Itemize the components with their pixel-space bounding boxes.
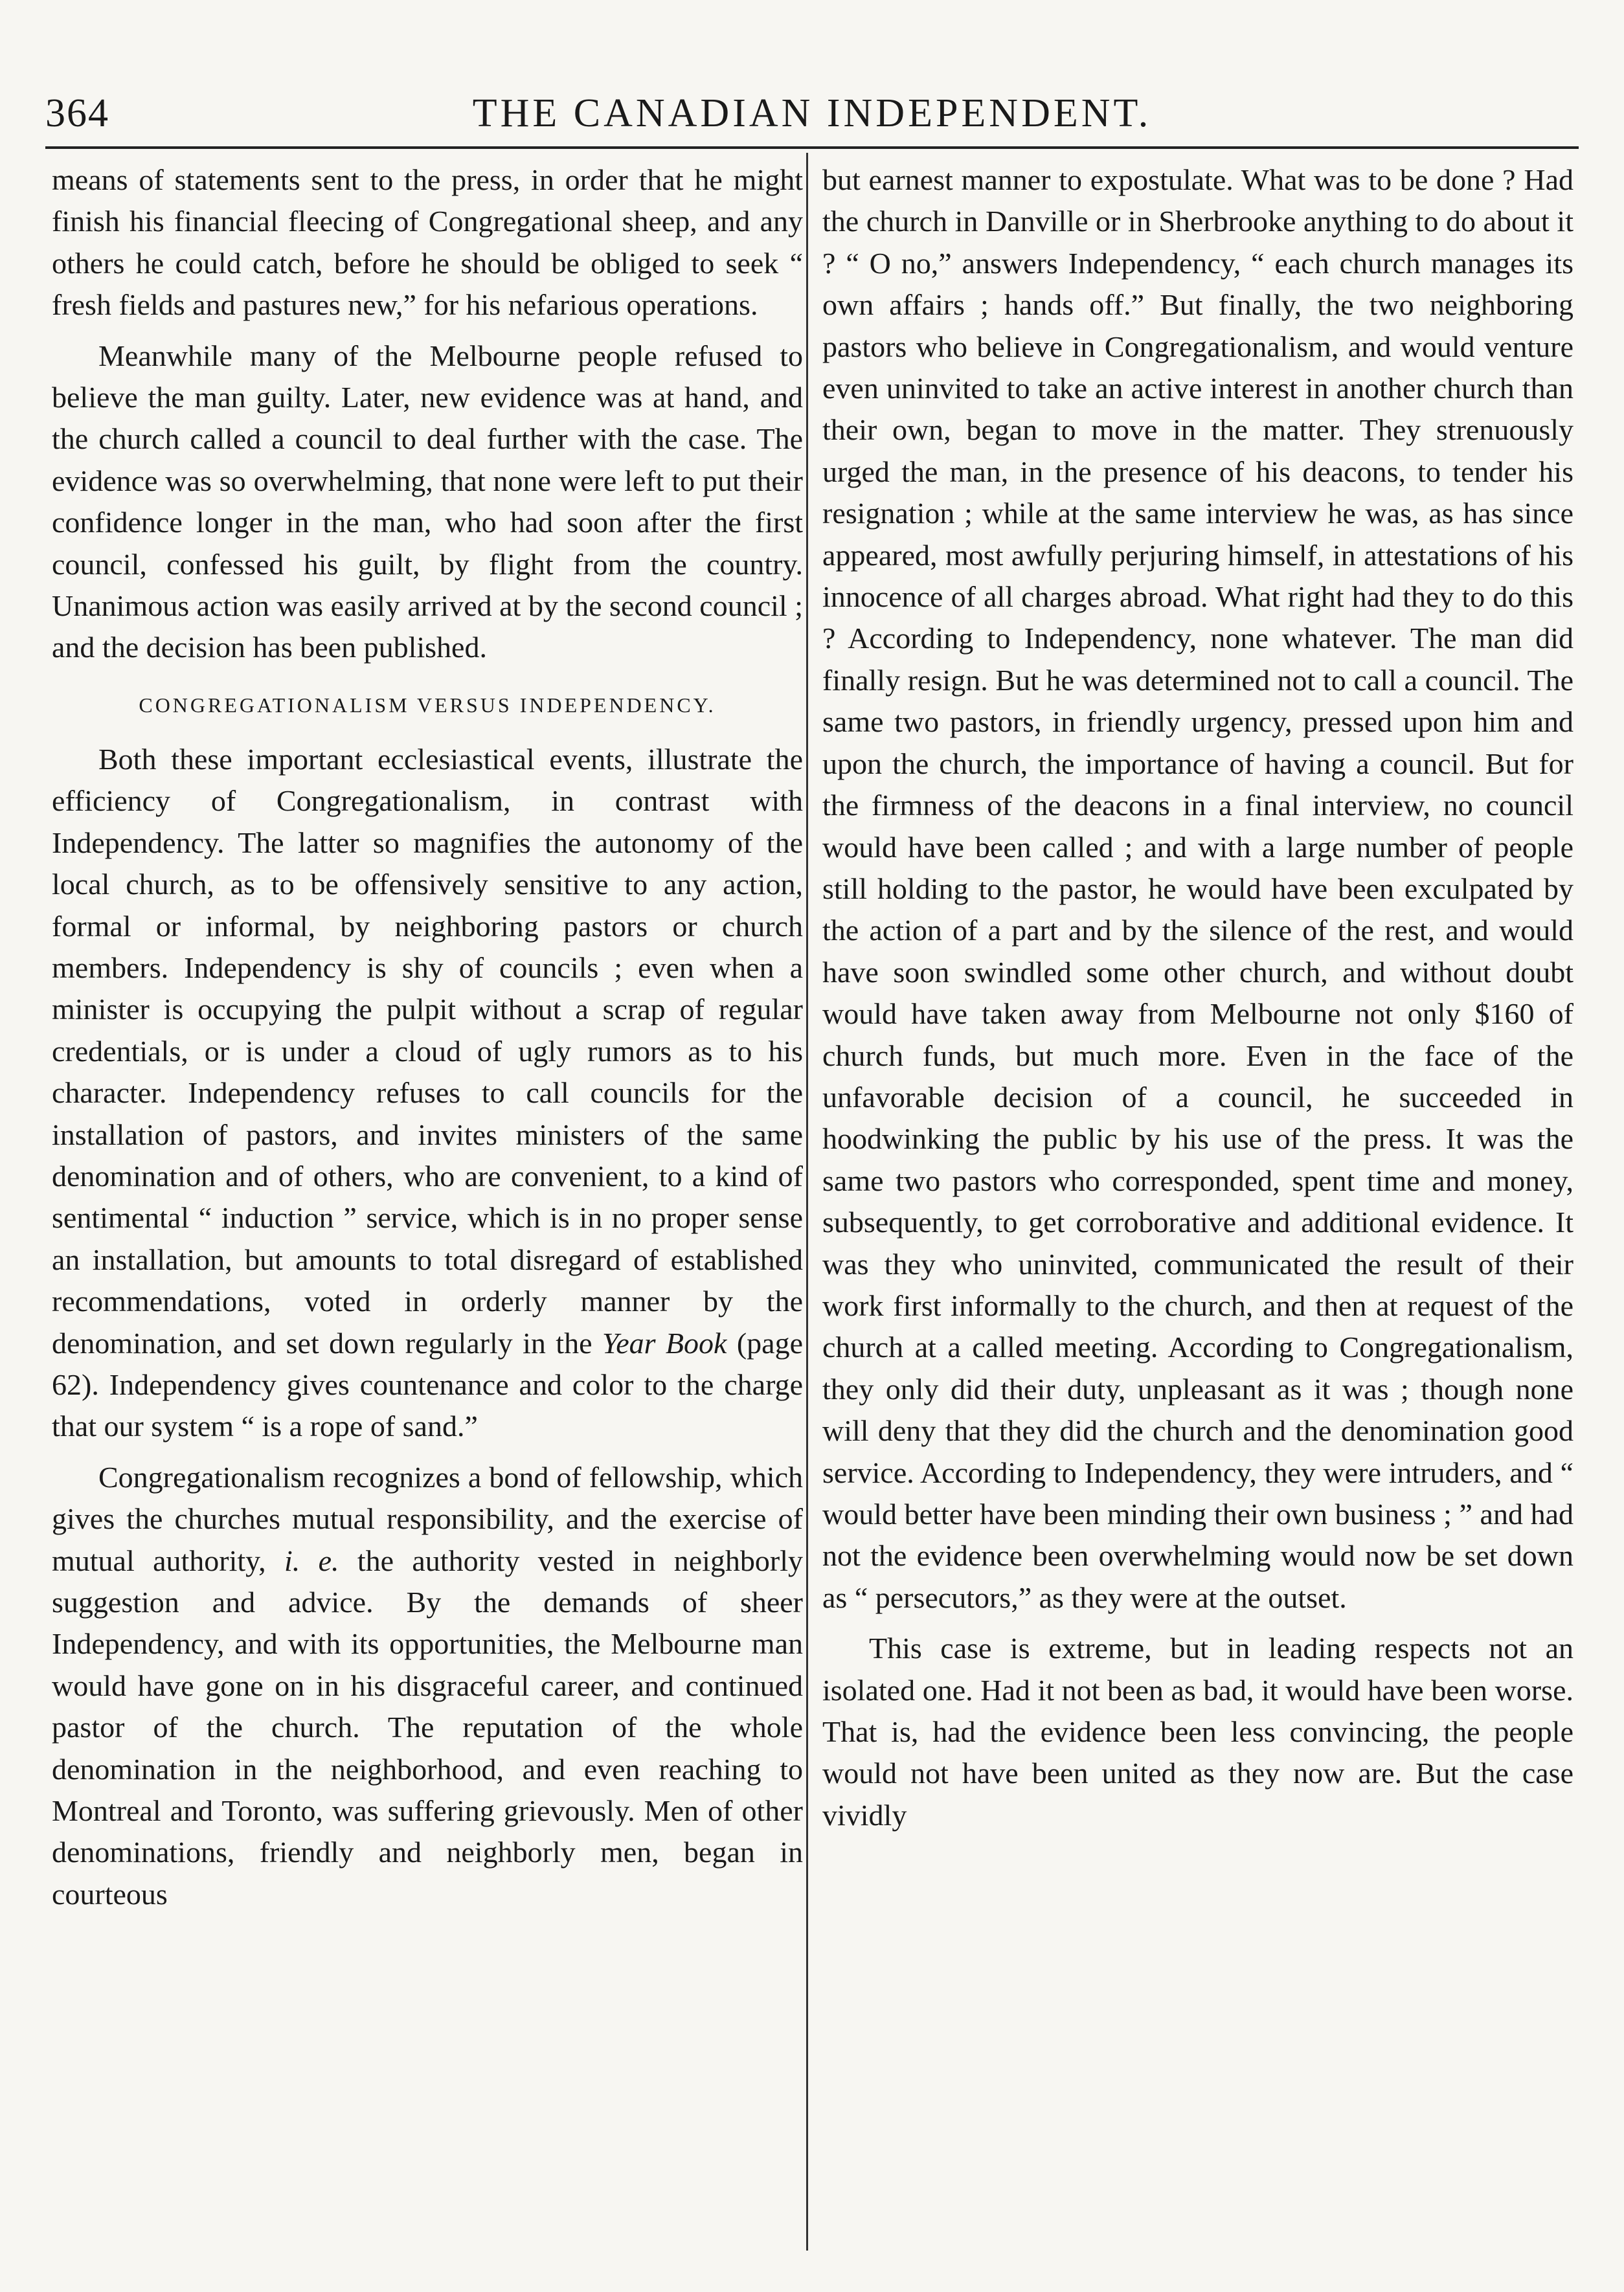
text-run: the authority vested in neighborly suggestion and advice. By the demands of sheer Independency, and with its opportunities, the Melbourne man would have gone on in his disgraceful career, and continued pastor of the church. The reputation of the whole denomination in the neighborhood, and even reaching to Montreal and Toronto, was suffering grievously. Men of other denominations, friendly and neighborly men, began in courteous: [52, 1544, 803, 1911]
header-rule: [45, 146, 1579, 149]
page-header: [45, 91, 1579, 142]
paragraph: means of statements sent to the press, in order that he might finish his financial fleecing of Congregational sheep, and any others he could catch, before he should be obliged to seek “ fresh fields and pastures new,” for his nefarious operations.: [52, 163, 803, 322]
paragraph: This case is extreme, but in leading respects not an isolated one. Had it not been as bad, it would have been worse. That is, had the evidence been less convincing, the people would not have been united as they now are. But the case vividly: [822, 1632, 1573, 1832]
italic-title: Year Book: [602, 1326, 727, 1360]
left-column: [52, 159, 803, 1924]
text-run: Congregationalism recognizes a bond of fellowship, which gives the churches mutual responsibility, and the exercise of mutual authority,: [52, 1460, 803, 1577]
text-run: (page 62). Independency gives countenance and color to the charge that our system “ is a rope of sand.”: [52, 1326, 803, 1443]
section-heading: CONGREGATIONALISM VERSUS INDEPENDENCY.: [139, 693, 716, 717]
page-number: 364: [45, 91, 109, 135]
paragraph: but earnest manner to expostulate. What was to be done ? Had the church in Danville or in Sherbrooke anything to do about it ? “ O no,” answers Independency, “ each church manages its own affairs ; hands off.” But finally, the two neighboring pastors who believe in Congregationalism, and would venture even uninvited to take an active interest in another church than their own, began to move in the matter. They strenuously urged the man, in the presence of his deacons, to tender his resignation ; while at the same interview he was, as has since appeared, most awfully perjuring himself, in attestations of his innocence of all charges abroad. What right had they to do this ? According to Independency, none whatever. The man did finally resign. But he was determined not to call a council. The same two pastors, in friendly urgency, pressed upon him and upon the church, the importance of having a council. But for the firmness of the deacons in a final interview, no council would have been called ; and with a large number of people still holding to the pastor, he would have been exculpated by the action of a part and by the silence of the rest, and would have soon swindled some other church, and without doubt would have taken away from Melbourne not only $160 of church funds, but much more. Even in the face of the unfavorable decision of a council, he succeeded in hoodwinking the public by his use of the press. It was the same two pastors who corresponded, spent time and money, subsequently, to get corroborative and additional evidence. It was they who uninvited, communicated the result of their work first informally to the church, and then at request of the church at a called meeting. According to Congregationalism, they only did their duty, unpleasant as it was ; though none will deny that they did the church and the denomination good service. According to Independency, they were intruders, and “ would better have been minding their own business ; ” and had not the evidence been overwhelming would now be set down as “ persecutors,” as they were at the outset.: [822, 163, 1573, 1614]
right-column: [822, 159, 1573, 1845]
paragraph: Meanwhile many of the Melbourne people refused to believe the man guilty. Later, new evidence was at hand, and the church called a council to deal further with the case. The evidence was so overwhelming, that none were left to put their confidence longer in the man, who had soon after the first council, confessed his guilt, by flight from the country. Unanimous action was easily arrived at by the second council ; and the decision has been published.: [52, 339, 803, 664]
running-title: THE CANADIAN INDEPENDENT.: [472, 91, 1152, 135]
paragraph: [52, 739, 803, 1448]
paragraph: [52, 1457, 803, 1915]
text-run: Both these important ecclesiastical events, illustrate the efficiency of Congregationalism, in contrast with Independency. The latter so magnifies the autonomy of the local church, as to be offensively sensitive to any action, formal or informal, by neighboring pastors or church members. Independency is shy of councils ; even when a minister is occupying the pulpit without a scrap of regular credentials, or is under a cloud of ugly rumors as to his character. Independency refuses to call councils for the installation of pastors, and invites ministers of the same denomination and of others, who are convenient, to a kind of sentimental “ induction ” service, which is in no proper sense an installation, but amounts to total disregard of established recommendations, voted in orderly manner by the denomination, and set down regularly in the: [52, 742, 803, 1360]
column-divider: [806, 153, 808, 2251]
italic-abbreviation: i. e.: [284, 1544, 339, 1577]
